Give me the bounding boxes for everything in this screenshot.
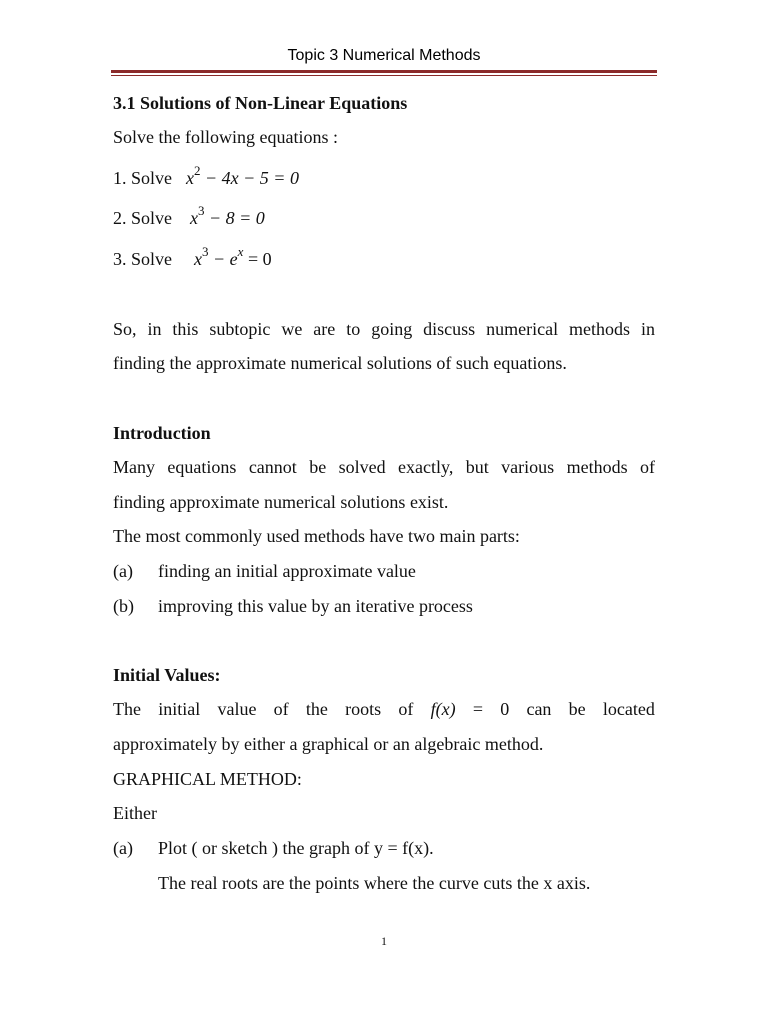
summary-line-2: finding the approximate numerical solutions of such equations.: [113, 353, 567, 373]
equation-1: [113, 163, 299, 189]
list-item-text: Plot ( or sketch ) the graph of y = f(x).: [158, 838, 434, 858]
initial-values-line-1: [113, 698, 655, 720]
equation-rest: − 4x − 5 = 0: [205, 168, 299, 188]
list-item-label: (b): [113, 596, 134, 616]
graph-item-a-continuation: The real roots are the points where the curve cuts the x axis.: [158, 873, 591, 893]
introduction-line-3: The most commonly used methods have two main parts:: [113, 526, 520, 546]
summary-line-1: So, in this subtopic we are to going discuss numerical methods in: [113, 319, 655, 339]
section-heading: 3.1 Solutions of Non-Linear Equations: [113, 93, 408, 113]
header-rule-thin: [111, 75, 657, 76]
introduction-heading: Introduction: [113, 423, 211, 443]
introduction-line-1: Many equations cannot be solved exactly, but various methods of: [113, 457, 655, 477]
section-intro: Solve the following equations :: [113, 127, 338, 147]
list-item-label: (a): [113, 561, 133, 581]
word: of: [398, 699, 414, 719]
either-label: Either: [113, 803, 157, 823]
initial-values-heading: Initial Values:: [113, 665, 221, 685]
equation-exponent: 2: [194, 163, 201, 178]
word: 0: [500, 699, 510, 719]
list-item-text: finding an initial approximate value: [158, 561, 416, 581]
word: the: [305, 699, 328, 719]
equation-rest: − 8 = 0: [209, 208, 265, 228]
page-header-title: Topic 3 Numerical Methods: [287, 47, 481, 64]
equation-2: [113, 203, 265, 229]
equation-exponent: 3: [198, 203, 205, 218]
word: roots: [345, 699, 382, 719]
word: can: [526, 699, 552, 719]
word: of: [273, 699, 289, 719]
word: The: [113, 699, 141, 719]
equation-mid: − e: [213, 249, 238, 269]
equation-rest: = 0: [247, 249, 272, 269]
graphical-method-label: GRAPHICAL METHOD:: [113, 769, 302, 789]
introduction-line-2: finding approximate numerical solutions exist.: [113, 492, 449, 512]
list-item-text: improving this value by an iterative process: [158, 596, 473, 616]
word: located: [602, 699, 655, 719]
list-item-a: [113, 560, 416, 582]
initial-values-line-2: approximately by either a graphical or an algebraic method.: [113, 734, 544, 754]
word: initial: [158, 699, 201, 719]
equation-3: [113, 244, 272, 270]
list-item-b: [113, 595, 473, 617]
equation-label: 2. Solve: [113, 208, 173, 228]
header-rule-thick: [111, 70, 657, 73]
equation-label: 3. Solve: [113, 249, 173, 269]
equation-base: x: [190, 208, 199, 228]
equation-base: x: [194, 249, 203, 269]
equation-exponent: 3: [202, 244, 209, 259]
word: be: [568, 699, 586, 719]
word: value: [217, 699, 257, 719]
equation-base: x: [186, 168, 195, 188]
word-function: f(x): [430, 699, 456, 719]
word: =: [472, 699, 483, 719]
equation-exponent-2: x: [237, 244, 244, 259]
list-item-label: (a): [113, 838, 133, 858]
page-number: 1: [381, 934, 387, 948]
equation-label: 1. Solve: [113, 168, 173, 188]
graph-item-a: [113, 837, 434, 859]
